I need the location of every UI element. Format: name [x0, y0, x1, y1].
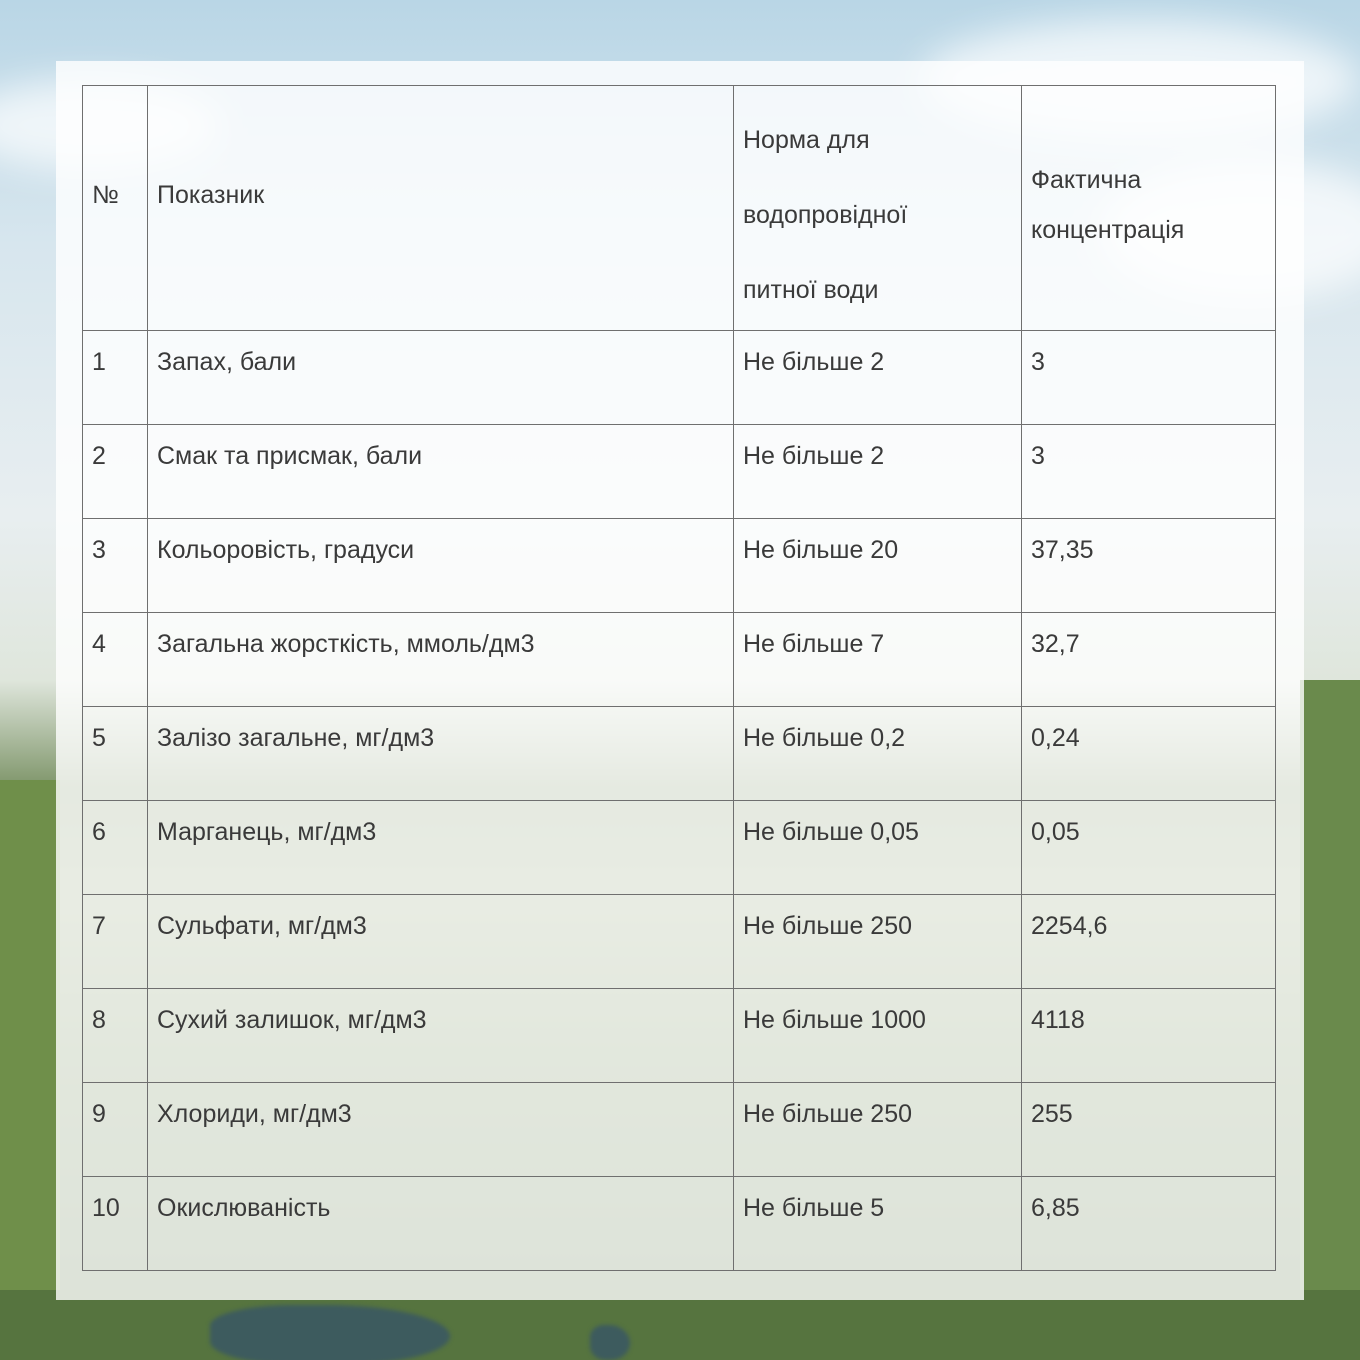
row-indicator: Сульфати, мг/дм3	[148, 895, 734, 989]
table-row	[83, 1177, 1276, 1271]
row-number: 5	[83, 707, 148, 801]
row-actual: 2254,6	[1022, 895, 1276, 989]
row-norm: Не більше 20	[734, 519, 1022, 613]
row-norm: Не більше 0,2	[734, 707, 1022, 801]
row-norm: Не більше 250	[734, 1083, 1022, 1177]
row-indicator: Марганець, мг/дм3	[148, 801, 734, 895]
header-indicator: Показник	[148, 86, 734, 331]
row-indicator: Запах, бали	[148, 331, 734, 425]
row-norm: Не більше 2	[734, 425, 1022, 519]
row-actual: 3	[1022, 331, 1276, 425]
table-header-row	[83, 86, 1276, 331]
header-norm-line: питної води	[743, 276, 879, 304]
row-number: 7	[83, 895, 148, 989]
row-number: 2	[83, 425, 148, 519]
row-indicator: Окислюваність	[148, 1177, 734, 1271]
table-row	[83, 1083, 1276, 1177]
table-row	[83, 331, 1276, 425]
row-norm: Не більше 250	[734, 895, 1022, 989]
row-actual: 4118	[1022, 989, 1276, 1083]
row-number: 10	[83, 1177, 148, 1271]
row-actual: 6,85	[1022, 1177, 1276, 1271]
row-actual: 32,7	[1022, 613, 1276, 707]
table-row	[83, 519, 1276, 613]
row-indicator: Смак та присмак, бали	[148, 425, 734, 519]
row-number: 6	[83, 801, 148, 895]
row-norm: Не більше 1000	[734, 989, 1022, 1083]
row-norm: Не більше 5	[734, 1177, 1022, 1271]
table-row	[83, 707, 1276, 801]
row-number: 1	[83, 331, 148, 425]
row-indicator: Хлориди, мг/дм3	[148, 1083, 734, 1177]
row-indicator: Залізо загальне, мг/дм3	[148, 707, 734, 801]
table-row	[83, 895, 1276, 989]
table-row	[83, 425, 1276, 519]
row-indicator: Загальна жорсткість, ммоль/дм3	[148, 613, 734, 707]
row-actual: 0,05	[1022, 801, 1276, 895]
table-row	[83, 613, 1276, 707]
row-actual: 0,24	[1022, 707, 1276, 801]
table-row	[83, 801, 1276, 895]
row-number: 9	[83, 1083, 148, 1177]
table-row	[83, 989, 1276, 1083]
water-quality-table	[82, 85, 1276, 1271]
header-norm-line: водопровідної	[743, 201, 908, 229]
row-norm: Не більше 2	[734, 331, 1022, 425]
header-norm-line: Норма для	[743, 126, 870, 154]
row-actual: 3	[1022, 425, 1276, 519]
row-indicator: Кольоровість, градуси	[148, 519, 734, 613]
header-norm	[734, 86, 1022, 331]
row-actual: 37,35	[1022, 519, 1276, 613]
row-indicator: Сухий залишок, мг/дм3	[148, 989, 734, 1083]
row-number: 8	[83, 989, 148, 1083]
header-actual-line: концентрація	[1031, 216, 1185, 244]
row-actual: 255	[1022, 1083, 1276, 1177]
row-number: 3	[83, 519, 148, 613]
header-number: №	[83, 86, 148, 331]
row-norm: Не більше 7	[734, 613, 1022, 707]
row-number: 4	[83, 613, 148, 707]
header-actual	[1022, 86, 1276, 331]
row-norm: Не більше 0,05	[734, 801, 1022, 895]
header-actual-line: Фактична	[1031, 166, 1142, 194]
